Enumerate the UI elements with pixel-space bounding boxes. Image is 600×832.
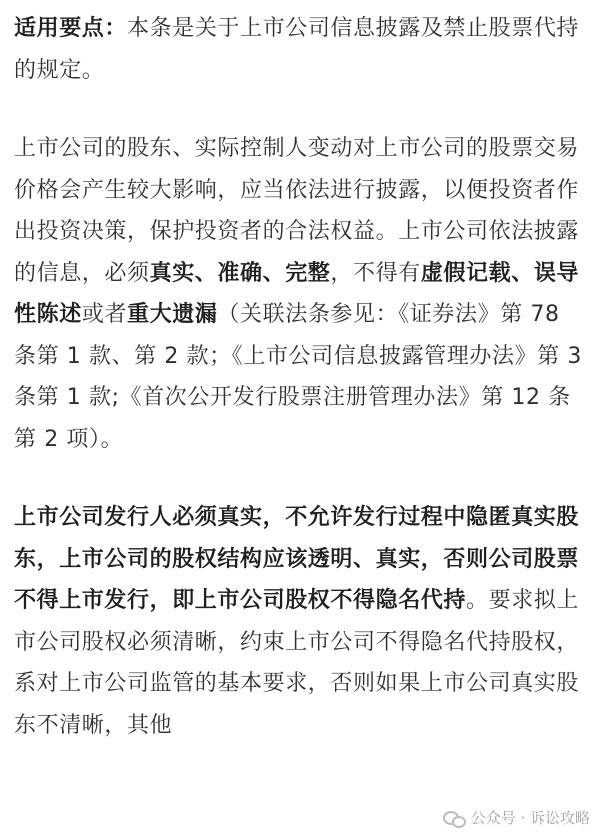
emphasis-text: 真实、准确、完整 <box>149 260 331 286</box>
paragraph-disclosure <box>14 128 588 460</box>
emphasis-text: 重大遗漏 <box>127 302 218 327</box>
paragraph-text: ，不得有 <box>330 260 421 286</box>
watermark-text: 公众号 · 诉讼攻略 <box>470 809 590 827</box>
paragraph-text: 本条是关于上市公司信息披露及禁止股票代持的规定。 <box>14 16 580 83</box>
article-body <box>14 8 588 746</box>
watermark <box>443 807 590 828</box>
wechat-logo-icon <box>443 810 465 826</box>
paragraph-text: 上市公司的股东、实际控制人变动对上市公司的股票交易价格会产生较大影响，应当依法进行披露，以便投资者作出投资决策，保护投资者的合法权益。上市公司依法披露的信息，必须 <box>14 136 580 286</box>
paragraph-applicable-points <box>14 8 588 91</box>
paragraph-text: （关联法条参见：《证券法》第 78 条第 1 款、第 2 款；《上市公司信息披露管理办法》第 3 条第 1 款;《首次公开发行股票注册管理办法》第 12 条第 2 项）。 <box>14 302 582 452</box>
heading-applicable-points: 适用要点： <box>14 16 128 41</box>
paragraph-text: 或者 <box>81 302 128 327</box>
paragraph-text: 。要求拟上市公司股权必须清晰，约束上市公司不得隐名代持股权，系对上市公司监管的基本要求，否则如果上市公司真实股东不清晰，其他 <box>14 588 580 738</box>
emphasis-text: 虚假记载、误导性陈述 <box>14 260 580 327</box>
paragraph-no-nominee <box>14 497 588 746</box>
emphasis-text: 上市公司发行人必须真实，不允许发行过程中隐匿真实股东，上市公司的股权结构应该透明、真实，否则公司股票不得上市发行，即上市公司股权不得隐名代持 <box>14 505 580 613</box>
